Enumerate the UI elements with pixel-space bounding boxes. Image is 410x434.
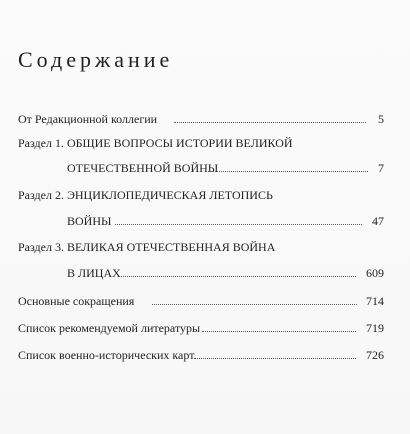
toc-entry-literature	[18, 320, 384, 336]
toc-entry-section-3-line-2	[67, 265, 384, 281]
toc-entry-label: ОТЕЧЕСТВЕННОЙ ВОЙНЫ	[67, 161, 219, 175]
toc-entry-section-1-line-1	[18, 135, 384, 151]
toc-entry-label: ВОЙНЫ	[67, 214, 112, 228]
toc-entry-label: Список рекомендуемой литературы	[18, 321, 201, 335]
toc-entry-page: 47	[372, 214, 384, 228]
toc-entry-section-3-line-1	[18, 239, 384, 255]
toc-entry-label: От Редакционной коллегии	[18, 112, 158, 126]
toc-entry-label: Раздел 3. ВЕЛИКАЯ ОТЕЧЕСТВЕННАЯ ВОЙНА	[18, 240, 276, 254]
toc-entry-page: 609	[366, 266, 384, 280]
leader-dots	[208, 171, 368, 172]
toc-entry-page: 5	[378, 112, 384, 126]
toc-entry-section-2-line-1	[18, 187, 384, 203]
leader-dots	[115, 224, 362, 225]
toc-entry-section-1-line-2	[67, 160, 384, 176]
toc-entry-page: 719	[366, 321, 384, 335]
toc-entry-maps	[18, 347, 384, 363]
toc-entry-label: Раздел 2. ЭНЦИКЛОПЕДИЧЕСКАЯ ЛЕТОПИСЬ	[18, 188, 273, 202]
toc-entry-editorial	[18, 111, 384, 127]
toc-entry-page: 714	[366, 294, 384, 308]
leader-dots	[194, 358, 356, 359]
toc-entry-page: 726	[366, 348, 384, 362]
toc-entry-section-2-line-2	[67, 213, 384, 229]
toc-entry-page: 7	[378, 161, 384, 175]
toc-entry-label: В ЛИЦАХ	[67, 266, 121, 280]
leader-dots	[152, 304, 357, 305]
toc-entry-label: Основные сокращения	[18, 294, 135, 308]
leader-dots	[202, 331, 356, 332]
toc-entry-label: Раздел 1. ОБЩИЕ ВОПРОСЫ ИСТОРИИ ВЕЛИКОЙ	[18, 136, 293, 150]
toc-entry-abbreviations	[18, 293, 384, 309]
leader-dots	[174, 122, 366, 123]
toc-entry-label: Список военно-исторических карт	[18, 348, 195, 362]
page-title: Содержание	[18, 47, 174, 72]
leader-dots	[119, 276, 356, 277]
